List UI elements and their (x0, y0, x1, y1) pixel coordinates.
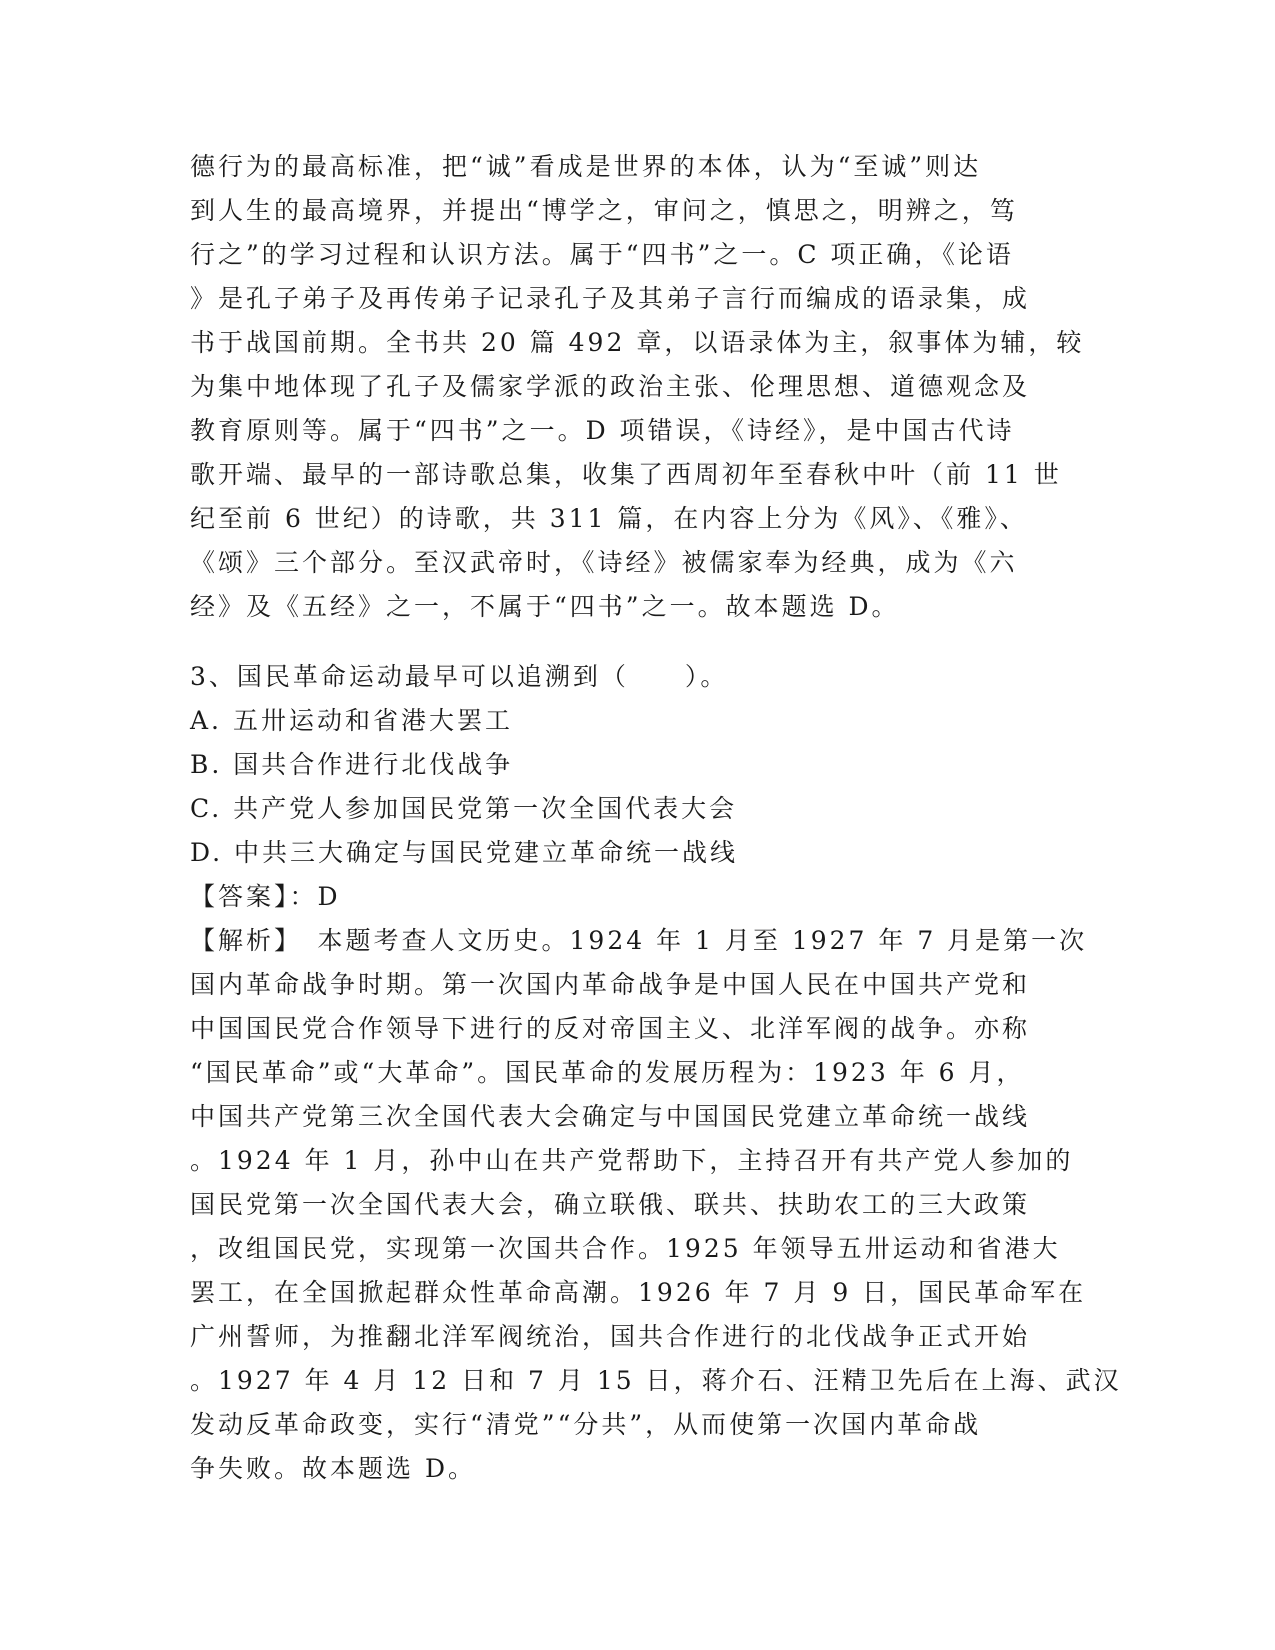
text-line: 为集中地体现了孔子及儒家学派的政治主张、伦理思想、道德观念及 (190, 372, 1031, 401)
text-line: “国民革命”或“大革命”。国民革命的发展历程为：1923 年 6 月， (190, 1058, 1025, 1087)
text-line: 》是孔子弟子及再传弟子记录孔子及其弟子言行而编成的语录集，成 (190, 284, 1031, 313)
option-d: D. 中共三大确定与国民党建立革命统一战线 (190, 838, 739, 867)
text-line: 到人生的最高境界，并提出“博学之，审问之，慎思之，明辨之，笃 (190, 196, 1018, 225)
text-line: 德行为的最高标准，把“诚”看成是世界的本体，认为“至诚”则达 (190, 152, 982, 181)
option-c: C. 共产党人参加国民党第一次全国代表大会 (190, 794, 738, 823)
document-page (190, 145, 1122, 1491)
text-line: 争失败。故本题选 D。 (190, 1454, 476, 1483)
text-line: 歌开端、最早的一部诗歌总集，收集了西周初年至春秋中叶（前 11 世 (190, 460, 1062, 489)
paragraph-gap (190, 629, 1070, 655)
text-line: 。1927 年 4 月 12 日和 7 月 15 日，蒋介石、汪精卫先后在上海、武汉 (190, 1366, 1122, 1395)
text-line: 经》及《五经》之一，不属于“四书”之一。故本题选 D。 (190, 592, 900, 621)
text-line: 中国共产党第三次全国代表大会确定与中国国民党建立革命统一战线 (190, 1102, 1031, 1131)
question-block (190, 655, 1122, 1491)
text-line: 罢工，在全国掀起群众性革命高潮。1926 年 7 月 9 日，国民革命军在 (190, 1278, 1087, 1307)
text-line: 纪至前 6 世纪）的诗歌，共 311 篇，在内容上分为《风》、《雅》、 (190, 504, 1028, 533)
text-line: 发动反革命政变，实行“清党”“分共”，从而使第一次国内革命战 (190, 1410, 982, 1439)
question-stem: 3、国民革命运动最早可以追溯到（ ）。 (190, 662, 729, 691)
answer-line: 【答案】：D (190, 882, 341, 911)
text-line: 国民党第一次全国代表大会，确立联俄、联共、扶助农工的三大政策 (190, 1190, 1031, 1219)
option-a: A. 五卅运动和省港大罢工 (190, 706, 513, 735)
text-line: 【解析】 本题考查人文历史。1924 年 1 月至 1927 年 7 月是第一次 (190, 926, 1088, 955)
previous-explanation (190, 145, 1085, 629)
text-line: 广州誓师，为推翻北洋军阀统治，国共合作进行的北伐战争正式开始 (190, 1322, 1031, 1351)
option-b: B. 国共合作进行北伐战争 (190, 750, 514, 779)
text-line: 中国国民党合作领导下进行的反对帝国主义、北洋军阀的战争。亦称 (190, 1014, 1031, 1043)
text-line: 书于战国前期。全书共 20 篇 492 章，以语录体为主，叙事体为辅，较 (190, 328, 1085, 357)
text-line: 《颂》三个部分。至汉武帝时，《诗经》被儒家奉为经典，成为《六 (190, 548, 1018, 577)
explanation (190, 919, 1122, 1491)
text-line: 。1924 年 1 月，孙中山在共产党帮助下，主持召开有共产党人参加的 (190, 1146, 1074, 1175)
text-line: 国内革命战争时期。第一次国内革命战争是中国人民在中国共产党和 (190, 970, 1031, 999)
text-line: 教育原则等。属于“四书”之一。D 项错误，《诗经》，是中国古代诗 (190, 416, 1015, 445)
text-line: 行之”的学习过程和认识方法。属于“四书”之一。C 项正确，《论语 (190, 240, 1014, 269)
text-line: ，改组国民党，实现第一次国共合作。1925 年领导五卅运动和省港大 (190, 1234, 1061, 1263)
